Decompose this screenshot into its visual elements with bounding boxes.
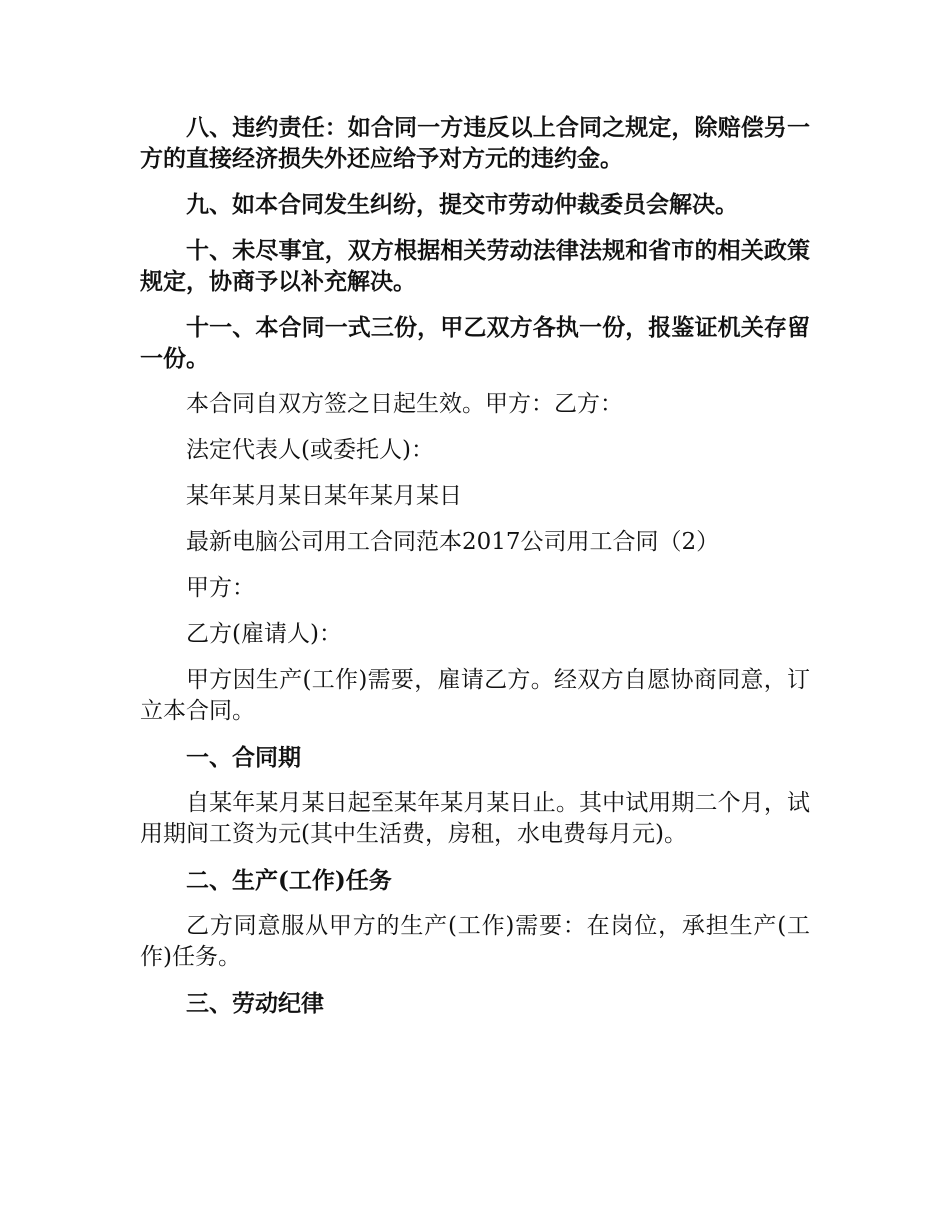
production-tasks-text: 乙方同意服从甲方的生产(工作)需要：在岗位，承担生产(工作)任务。 [140, 913, 810, 970]
clause-8-breach-liability: 八、违约责任：如合同一方违反以上合同之规定，除赔偿另一方的直接经济损失外还应给予对方元的违约金。 [140, 114, 810, 172]
document-page [140, 112, 810, 1034]
section-heading-contract-period: 一、合同期 [186, 744, 301, 771]
clause-10-unresolved-matters: 十、未尽事宜，双方根据相关劳动法律法规和省市的相关政策规定，协商予以补充解决。 [140, 237, 810, 295]
party-b-line: 乙方(雇请人)： [186, 621, 342, 647]
contract-period-text: 自某年某月某日起至某年某月某日止。其中试用期二个月，试用期间工资为元(其中生活费，房租，水电费每月元)。 [140, 790, 810, 847]
legal-representative-line: 法定代表人(或委托人)： [186, 437, 434, 463]
section-heading-labor-discipline: 三、劳动纪律 [186, 990, 324, 1017]
party-a-line: 甲方： [186, 575, 255, 601]
clause-11-copies: 十一、本合同一式三份，甲乙双方各执一份，报鉴证机关存留一份。 [140, 314, 810, 372]
signature-date-line: 某年某月某日某年某月某日 [186, 483, 462, 509]
section-heading-production-tasks: 二、生产(工作)任务 [186, 867, 392, 894]
effective-date-line: 本合同自双方签之日起生效。甲方：乙方： [186, 391, 623, 417]
contract-preamble: 甲方因生产(工作)需要，雇请乙方。经双方自愿协商同意，订立本合同。 [140, 667, 810, 724]
clause-9-dispute-resolution: 九、如本合同发生纠纷，提交市劳动仲裁委员会解决。 [186, 191, 738, 218]
contract-title-2: 最新电脑公司用工合同范本2017公司用工合同（2） [186, 529, 720, 555]
